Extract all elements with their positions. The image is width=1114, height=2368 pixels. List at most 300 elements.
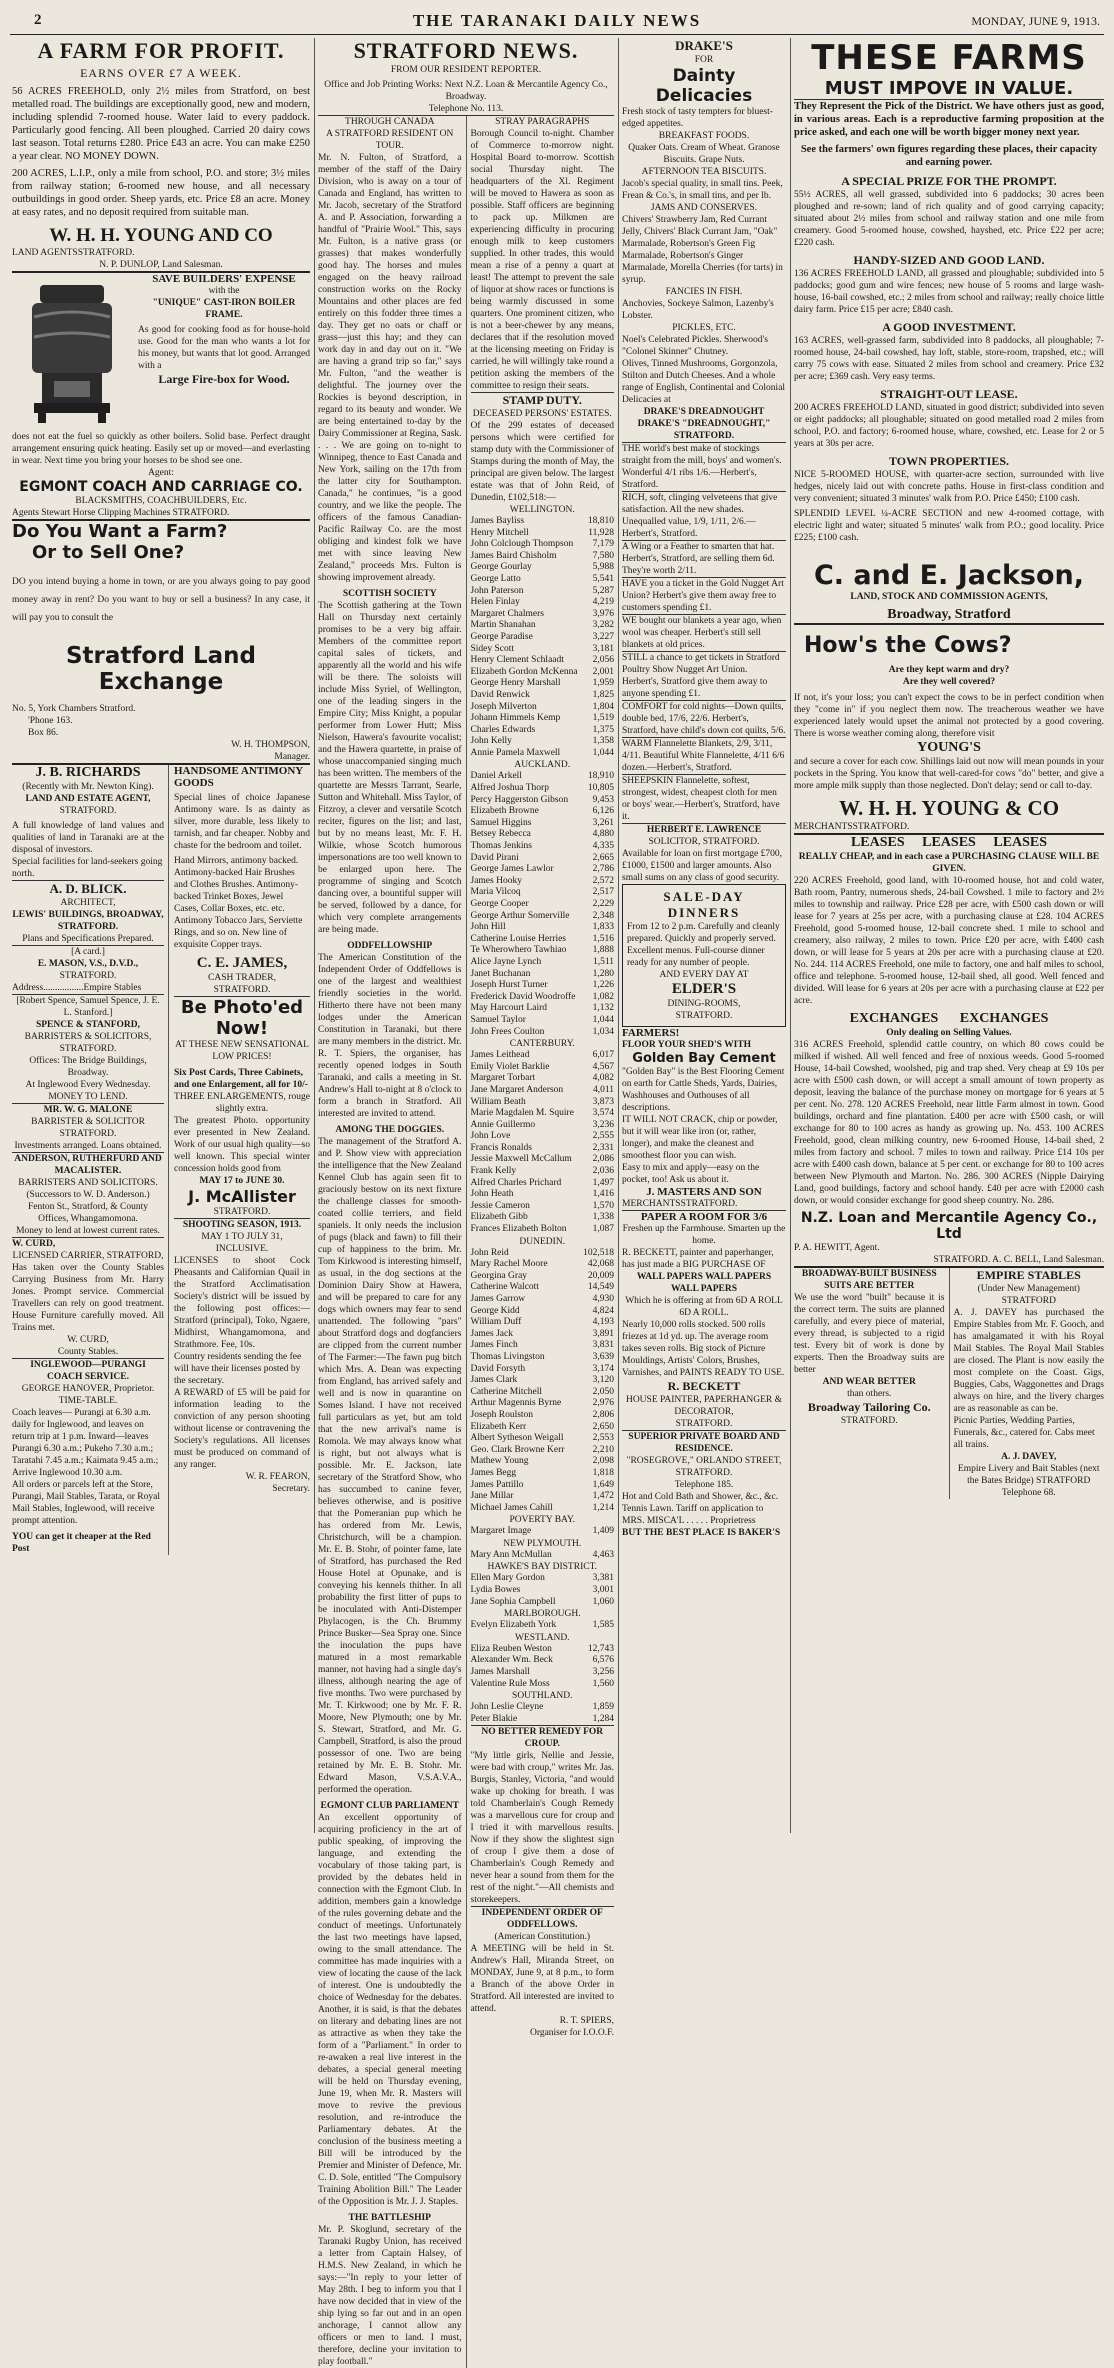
estate-row [471,911,615,923]
marl-head: MARLBOROUGH. [503,1609,581,1620]
estate-row [471,934,615,946]
drake-column [622,38,786,1833]
egmont-head2: with the [208,286,240,296]
egmont-head3: "UNIQUE" CAST-IRON BOILER FRAME. [152,298,296,320]
estate-value: 18,810 [587,516,614,526]
estate-value: 3,639 [592,1351,614,1362]
estate-name: James Garrow [470,1294,526,1304]
farm-profit-title: A FARM FOR PROFIT. [37,38,285,63]
stratford-news [318,38,614,2367]
leases-head: LEASES LEASES LEASES [850,835,1048,850]
estate-value: 2,572 [592,875,614,886]
hawkes-list [471,1573,615,1608]
estate-row [471,678,615,690]
estate-row [471,597,615,609]
estate-value: 2,806 [592,1409,614,1420]
beckett-town: STRATFORD. [675,1419,733,1429]
southland-list [471,1702,615,1725]
drake-body7: Olives, Tinned Mushrooms, Gorgonzola, Stilton and Dutch Cheeses. And a whole range of English, Continental and Colonial Delicacies at [622,359,786,405]
estate-row [471,1212,615,1224]
estate-value: 9,453 [592,794,614,805]
estate-name: David Pirani [470,852,519,863]
rose-tel: Telephone 185. [674,1480,734,1490]
spence-firm: SPENCE & STANFORD, [35,1020,141,1030]
suits-name: Broadway Tailoring Co. [807,1400,931,1414]
farm-profit-p2: 200 ACRES, L.I.P., only a mile from school, P.O. and store; 3½ miles from railway station; 6-roomed new house, and all necessary outbuildings in good order. Sheep yards, etc. Price £8 an acre. Money at easy rates, and no deposit required from suitable man. [12,168,310,218]
herbert-ad-4: HAVE you a ticket in the Gold Nugget Art Union? Herbert's give them away free to customers spending £1. [622,579,784,613]
estate-value: 2,056 [592,655,614,666]
photo-price: Six Post Cards, Three Cabinets, and one Enlargement, all for 10/- [174,1068,308,1090]
estate-value: 5,541 [592,573,614,584]
estate-name: Evelyn Elizabeth York [470,1620,557,1631]
estate-value: 3,873 [592,1096,614,1107]
estate-row [471,1282,615,1294]
estate-name: Percy Haggerston Gibson [470,794,569,805]
battleship-body: Mr. P. Skoglund, secretary of the Taranaki Rugby Union, has received a letter from Captain Halsey, of H.M.S. New Zealand, in which he says:—"In reply to your letter of May 28th. I beg to inform you that I have now decided that in view of the ship lying so far out and in an open anchorage, I cannot allow any officers or men to land. I must, therefore, decline your invitation to play football." [318,2225,462,2367]
jackson-town: Broadway, Stratford [887,607,1011,622]
richards-name: J. B. RICHARDS [35,765,141,780]
young-left: LAND AGENTS [12,248,78,258]
estate-value: 1,825 [592,689,614,700]
empire-sub: (Under New Management) STRATFORD [977,1284,1080,1306]
young-right: STRATFORD. [77,248,135,258]
estate-row [471,1550,615,1562]
elder-town: STRATFORD. [675,1011,733,1021]
malone-line: Investments arranged. Loans obtained. [14,1141,162,1151]
estate-name: Ellen Mary Gordon [470,1573,545,1584]
estate-row [471,1714,615,1726]
estate-name: George James Lawlor [470,864,554,875]
estate-row [471,795,615,807]
estate-row [471,922,615,934]
estate-row [471,748,615,760]
mason-town: STRATFORD. [59,971,117,981]
curd-sign2: County Stables. [57,1347,119,1357]
farm-question-2: Or to Sell One? [32,542,185,563]
suits-than: than others. [847,1389,892,1399]
young-name: W. H. H. YOUNG AND CO [49,225,273,246]
croup-head: NO BETTER REMEDY FOR CROUP. [481,1727,604,1750]
estate-row [471,806,615,818]
estate-row [471,887,615,899]
empire-sign2: Empire Livery and Bait Stables (next the Bates Bridge) STRATFORD [957,1464,1100,1486]
estate-name: Eliza Reuben Weston [470,1643,552,1654]
estate-row [471,1655,615,1667]
estate-value: 3,227 [592,631,614,642]
estate-row [471,574,615,586]
estate-row [471,620,615,632]
drake-body5: Anchovies, Sockeye Salmon, Lazenby's Lobster. [622,299,774,321]
estate-value: 4,567 [592,1061,614,1072]
estate-row [471,1644,615,1656]
estate-name: Catherine Louise Herries [470,933,566,944]
leases-sub: REALLY CHEAP, and in each case a PURCHASING CLAUSE WILL BE GIVEN. [798,852,1100,874]
estate-name: Elizabeth Kerr [470,1421,527,1432]
estate-row [471,1294,615,1306]
estate-row [471,1422,615,1434]
estate-row [471,1667,615,1679]
cows-body2: and secure a cover for each cow. Shillings laid out now will mean pounds in your pockets in the Spring. You know that well-cared-for cows "do" better, and give a more ample milk supply than those neglected. Don't delay; send or call to-day. [794,757,1104,791]
stratford-phone: Telephone No. 113. [428,104,504,114]
estate-name: Mathew Young [470,1456,529,1467]
estate-value: 1,034 [592,1026,614,1037]
anderson-addr: Fenton St., Stratford, & County Offices, Whangamomona. [27,1202,149,1224]
estate-row [471,1050,615,1062]
photo-head: Be Photo'ed Now! [180,997,304,1039]
estate-row [471,1131,615,1143]
estate-row [471,1364,615,1376]
estate-row [471,1597,615,1609]
estate-row [471,1201,615,1213]
estate-value: 3,261 [592,817,614,828]
estate-value: 1,516 [592,933,614,944]
estate-row [471,771,615,783]
mason-name: E. MASON, V.S., D.V.D., [37,959,139,969]
curd-body: Has taken over the County Stables Carrying Business from Mr. Harry Jones. Prompt service. Commercial Travellers can rely on good treatment. House Furniture carefully moved. All Trains met. [12,1263,164,1333]
drake-body2: Quaker Oats. Cream of Wheat. Granose Biscuits. Grape Nuts. [628,143,780,165]
marl-list [471,1620,615,1632]
estate-name: George Cooper [470,899,529,909]
estate-row [471,1143,615,1155]
odd-head: ODDFELLOWSHIP [347,941,433,951]
egmont-large: Large Fire-box for Wood. [158,372,290,386]
deceased-body: Of the 299 estates of deceased persons which were certified for stamp duty with the Commissioner of Stamps during the month of May, the principal are given below. The largest estate was that of John Reid, of Dunedin, £102,518:— [470,421,614,503]
estate-value: 6,576 [592,1655,614,1666]
estate-row [471,945,615,957]
golden-bay: Golden Bay Cement [632,1051,776,1066]
estate-row [471,1503,615,1515]
estate-name: Margaret Chalmers [470,608,544,619]
estate-name: Annie Guillermo [470,1119,536,1130]
estate-name: Alice Jayne Lynch [470,956,542,967]
estate-row [471,644,615,656]
town-body1: NICE 5-ROOMED HOUSE, with quarter-acre section, surrounded with live hedges, nicely laid out with concrete paths. House in first-class condition and very convenient; situated 3 minutes' walk from P.O. Price £450; £100 cash. [794,470,1104,504]
beckett-intro: R. BECKETT, painter and paperhanger, has just made a BIG PURCHASE OF [622,1248,774,1270]
drake-dainty: Dainty Delicacies [655,66,753,106]
canterbury-list [471,1050,615,1236]
egmont-agent: Agent: [148,468,174,478]
estate-row [471,899,615,911]
farms-see: See the farmers' own figures regarding these places, their capacity and earning power. [800,144,1098,168]
coach-title: INGLEWOOD—PURANGI COACH SERVICE. [30,1360,146,1382]
golden-body: "Golden Bay" is the Best Flooring Cement on earth for Cattle Sheds, Yards, Dairies, Washhouses and Outhouses of all descriptions. [622,1067,785,1113]
estate-row [471,516,615,528]
estate-name: Jane Sophia Campbell [470,1596,556,1607]
estate-name: Te Wherowhero Tawhiao [470,945,567,956]
estate-row [471,1120,615,1132]
estate-name: George Arthur Somerville [470,910,570,921]
estate-name: Catherine Mitchell [470,1386,542,1397]
straight-body: 200 ACRES FREEHOLD LAND, situated in good district; subdivided into seven or eight paddocks; all ploughable; situated on good metalled road 2 miles from school, P.O. and factory; 6-roomed house, whare, cowshed, etc. Lease for 2 or 5 years at 30s per acre. [794,403,1104,449]
estate-name: Geo. Clark Browne Kerr [470,1444,565,1455]
estate-row [471,1491,615,1503]
estate-name: William Duff [470,1317,522,1328]
wellington-list [471,516,615,759]
drake-jams: JAMS AND CONSERVES. [650,203,758,213]
estate-row [471,1062,615,1074]
estate-name: Sidey Scott [470,643,515,654]
estate-row [471,1387,615,1399]
farmers-head: FARMERS! [622,1027,680,1039]
anderson-money: Money to lend at lowest current rates. [16,1226,160,1236]
estate-row [471,725,615,737]
newply-list [471,1550,615,1562]
cows-body: If not, it's your loss; you can't expect the cows to be in perfect condition when they "come in" if you neglect them now. The treacherous weather we have experienced lately would upset the animal not protected by a good covering. There is worse weather coming along, therefore visit [794,693,1104,739]
estate-value: 4,219 [592,597,614,608]
estate-row [471,980,615,992]
estate-value: 7,580 [592,550,614,561]
estate-row [471,655,615,667]
hawkes-head: HAWKE'S BAY DISTRICT. [487,1562,598,1573]
estate-row [471,1317,615,1329]
ioof-sign2: Organiser for I.O.O.F. [529,2028,614,2039]
drake-body3: Jacob's special quality, in small tins. Peek, Frean & Co.'s, in small tins, and per lb. [622,179,783,201]
rose-head: SUPERIOR PRIVATE BOARD AND RESIDENCE. [628,1432,780,1454]
estate-value: 1,409 [592,1526,614,1537]
dunedin-head: DUNEDIN. [519,1236,566,1247]
estate-value: 2,786 [592,864,614,875]
estate-row [471,736,615,748]
estate-name: Catherine Walcott [470,1282,539,1293]
curd-name: W. CURD, [12,1239,56,1249]
paper-head: PAPER A ROOM FOR 3/6 [640,1211,768,1223]
estate-value: 1,959 [592,678,614,689]
farms-head2: MUST IMPOVE IN VALUE. [824,78,1074,99]
estate-name: Frances Elizabeth Bolton [470,1224,567,1235]
prize-body: 55½ ACRES, all well grassed, subdivided into 6 paddocks; 30 acres been ploughed and re-sown; land of rich quality and of good carrying capacity; situated about 2½ miles from school and railway station and one mile from creamery. Good 5-roomed house, cowshed, hayshed, etc. Price £22 per acre; £220 cash. [794,190,1104,248]
deceased-head: DECEASED PERSONS' ESTATES. [472,409,612,419]
estate-row [471,690,615,702]
farm-question-1: Do You Want a Farm? [12,521,228,542]
estate-value: 2,050 [592,1386,614,1397]
estate-row [471,1085,615,1097]
estate-value: 4,824 [592,1305,614,1316]
estate-row [471,1027,615,1039]
estate-row [471,1108,615,1120]
james-town: STRATFORD. [213,985,271,995]
estate-value: 42,068 [587,1259,614,1270]
estate-value: 2,210 [592,1444,614,1455]
suits-wear: AND WEAR BETTER [822,1377,916,1387]
leases-body: 220 ACRES Freehold, good land, with 10-roomed house, hot and cold water, Bath room, Pantry, numerous sheds, 24-bail Cowshed. 1 mile to factory and 2½ miles to township and railway. Price £28 per acre, with £500 cash down or will lease for 7 years at 25s per acre, with a purchasing clause at £28. 104 ACRES Freehold, good 5-roomed house, 12-bail concrete shed. 1 mile to school and creamery, also railway, 2 miles to town. Price £20 per acre, with £400 cash down, or will lease for 5 years at 20s per acre with a purchasing clause at £20. No. 244. 114 ACRES Freehold, one mile to factory, one and half miles to school, office and telephone. 5-roomed house, 12-bail shed, all good. Well fenced and divided. Will lease for 6 years at 20s per acre with a purchasing clause at £22 per acre. [794,876,1104,1006]
estate-name: Maria Vilcoq [470,887,521,898]
estate-value: 1,375 [592,724,614,735]
estate-name: Frederick David Woodroffe [470,991,576,1002]
blick-role: ARCHITECT, [60,898,116,908]
empire-pic: Picnic Parties, Wedding Parties, Funerals, &c., catered for. Cabs meet all trains. [953,1416,1095,1450]
estate-row [471,1445,615,1457]
estate-name: James Begg [470,1467,517,1478]
estate-value: 1,087 [592,1224,614,1235]
estate-row [471,1248,615,1260]
exchange-manager: W. H. THOMPSON, [231,740,310,750]
estate-value: 1,519 [592,713,614,724]
young2-right: STRATFORD. [852,822,910,832]
canada-head: THROUGH CANADA [345,117,435,127]
estate-name: Helen Finlay [470,597,520,608]
estate-row [471,957,615,969]
antimony-head: HANDSOME ANTIMONY GOODS [174,765,303,789]
golden-body3: Easy to mix and apply—easy on the pocket, too! Ask us about it. [622,1163,760,1185]
herbert-ad-3: A Wing or a Feather to smarten that hat. Herbert's, Stratford, are selling them 6d. They're worth 2/11. [622,542,775,576]
exchange-addr3: Box 86. [28,728,59,738]
masters-name: J. MASTERS AND SON [646,1186,762,1198]
poverty-head: POVERTY BAY. [509,1515,576,1526]
column-1 [12,38,310,1833]
estate-row [471,853,615,865]
james-name: C. E. JAMES, [196,955,288,971]
egmont-club-head: EGMONT CLUB PARLIAMENT [320,1801,459,1811]
youngs: YOUNG'S [917,740,981,755]
estate-name: James Pattillo [470,1479,524,1490]
estate-row [471,1224,615,1236]
drake-fish: FANCIES IN FISH. [665,287,743,297]
herbert-ad-2: RICH, soft, clinging velveteens that give satisfaction. All the new shades. Unequalled value, 1/9, 1/11, 2/6.—Herbert's, Stratford. [622,493,778,539]
estate-value: 10,805 [587,783,614,794]
estate-row [471,783,615,795]
estate-value: 2,098 [592,1456,614,1467]
handy-body: 136 ACRES FREEHOLD LAND, all grassed and ploughable; subdivided into 5 paddocks; good gum and wire fences; new house of 5 rooms and large wash-house, 16-bail cowshed, etc.; 2 miles from school and railway; really choice little dairy farm. Price £15 per acre; £840 cash. [794,269,1104,315]
estate-value: 1,570 [592,1200,614,1211]
estate-name: Samuel Higgins [470,817,532,828]
ioof-sub: (American Constitution.) [494,1932,590,1943]
estate-value: 4,193 [592,1317,614,1328]
canada-sub: A STRATFORD RESIDENT ON TOUR. [326,129,454,151]
estate-name: Elizabeth Gibb [470,1212,528,1223]
estate-name: Janet Buchanan [470,968,531,979]
antimony-items: Hand Mirrors, antimony backed. Antimony-backed Hair Brushes and Clothes Brushes. Antimony-backed Trinket Boxes, Jewel Cases, Collar Boxes, etc. etc. Antimony Tobacco Jars, Serviette Rings, and so on. New line of exquisite Copper trays. [174,856,303,950]
estate-value: 3,181 [592,643,614,654]
rose-prop: MRS. MISCA'L . . . . . Proprietress [622,1516,756,1526]
coach-foot: All orders or parcels left at the Store, Purangi, Mail Stables, Tarata, or Royal Mail Stables, Inglewood, will receive prompt attention. [12,1480,160,1526]
egmont-trade: BLACKSMITHS, COACHBUILDERS, Etc. [75,496,247,506]
herbert-ad-8: WARM Flannelette Blankets, 2/9, 3/11, 4/11. Beautiful White Flannelette, 4/11 6/6 dozen.—Herbert's, Stratford. [622,739,785,773]
estate-value: 1,358 [592,736,614,747]
estate-name: Johann Himmels Kemp [470,713,561,724]
estate-row [471,969,615,981]
exchanges-head: EXCHANGES EXCHANGES [849,1011,1049,1026]
estate-value: 3,256 [592,1667,614,1678]
estate-row [471,1456,615,1468]
richards-special: Special facilities for land-seekers going north. [12,857,163,879]
westland-list [471,1644,615,1690]
estate-name: David Forsyth [470,1363,526,1374]
spence-money: MONEY TO LEND. [48,1092,128,1102]
estate-name: Joseph Roulston [470,1409,534,1420]
estate-value: 2,229 [592,899,614,909]
estate-row [471,1306,615,1318]
estate-row [471,1410,615,1422]
estate-name: Emily Violet Barklie [470,1061,550,1072]
stratford-subtitle: FROM OUR RESIDENT REPORTER. [390,65,542,75]
estate-row [471,1585,615,1597]
estate-row [471,1620,615,1632]
shoot-sign2: Secretary. [272,1484,310,1494]
estate-value: 12,743 [587,1643,614,1654]
elder-name: ELDER'S [671,981,737,997]
estate-name: James Finch [470,1340,518,1351]
estate-row [471,1480,615,1492]
estate-row [471,829,615,841]
estate-row [471,818,615,830]
blick-name: A. D. BLICK. [49,881,127,896]
estate-row [471,551,615,563]
estate-value: 1,859 [592,1702,614,1713]
estate-name: Margaret Torbart [470,1073,536,1084]
estate-name: Mary Ann McMullan [470,1549,552,1560]
page-number: 2 [34,12,42,28]
rose-name: "ROSEGROVE," ORLANDO STREET, STRATFORD. [626,1456,782,1478]
curd-sign: W. CURD, [67,1335,109,1345]
coach-body: Coach leaves— Purangi at 6.30 a.m. daily for Inglewood, and leaves on return trip at 1 p.m. Inward—leaves Purangi 6.30 a.m.; Pukeho 7.30 a.m.; Taratahi 7.45 a.m.; Kaimata 9.45 a.m.; Arrive Inglewood 10.30 a.m. [12,1408,159,1478]
cows-head: How's the Cows? [804,633,1012,658]
drake-tea: AFTERNOON TEA BISCUITS. [641,167,767,177]
prize-head: A SPECIAL PRIZE FOR THE PROMPT. [841,174,1057,188]
estate-value: 1,060 [592,1596,614,1607]
suits-town: STRATFORD. [840,1416,898,1426]
estate-value: 2,036 [592,1166,614,1177]
young-salesman: N. P. DUNLOP, Land Salesman. [99,260,223,270]
estate-row [471,1398,615,1410]
estate-value: 4,880 [592,829,614,840]
jackson-name: C. and E. Jackson, [813,560,1085,591]
estate-name: Elizabeth Browne [470,806,539,817]
photo-sub: AT THESE NEW SENSATIONAL LOW PRICES! [175,1040,309,1062]
estate-name: Joseph Milverton [470,701,537,712]
cows-q1: Are they kept warm and dry? [888,665,1010,675]
estate-name: Jane Margaret Anderson [470,1084,564,1095]
estate-value: 1,497 [592,1177,614,1188]
estate-name: John Paterson [470,585,524,596]
estate-row [471,1433,615,1445]
stamp-head: STAMP DUTY. [502,393,582,407]
antimony-body: Special lines of choice Japanese Antimony ware. Is as dainty as silver, more durable, less likely to tarnish, and far cheaper. Nobby and chaste for the bedroom and toilet. [174,793,310,851]
estate-value: 1,472 [592,1491,614,1502]
issue-date: MONDAY, JUNE 9, 1913. [971,14,1100,28]
estate-name: George Kidd [470,1305,520,1316]
estate-name: Jessie Cameron [470,1200,530,1211]
bakers-foot: BUT THE BEST PLACE IS BAKER'S [622,1528,781,1538]
spence-names: [Robert Spence, Samuel Spence, J. E. L. Stanford.] [16,996,160,1018]
estate-value: 1,416 [592,1189,614,1200]
drake-body1: Fresh stock of tasty tempters for bluest-edged appetites. [622,107,773,129]
mcallister-town: STRATFORD. [213,1207,271,1217]
estate-value: 102,518 [583,1247,614,1258]
estate-name: Arthur Magennis Byrne [470,1398,562,1409]
nz-loan: N.Z. Loan and Mercantile Agency Co., Ltd [800,1210,1098,1242]
shoot-body2: Country residents sending the fee will have their licenses posted by the secretary. [174,1352,302,1386]
estate-value: 4,335 [592,841,614,852]
estate-value: 6,126 [592,806,614,817]
photo-enlargements: THREE ENLARGEMENTS, rouge slightly extra. [174,1092,310,1114]
estate-row [471,1526,615,1538]
estate-value: 1,511 [592,956,614,967]
estate-row [471,864,615,876]
estate-row [471,1702,615,1714]
egmont-body: As good for cooking food as for house-hold use. Good for the man who wants a lot for his money, but wants that lot good. Arranged with a [138,325,310,371]
farm-profit-p1: 56 ACRES FREEHOLD, only 2½ miles from Stratford, on best metalled road. The buildings are exceptionally good, new and modern, including splendid 7-roomed house. Water laid to every paddock. Particularly good fencing. All been ploughed. Carried 20 dairy cows last season. Total returns £280. Price £43 an acre. You can make £250 a year clear. NO MONEY DOWN. [12,86,310,162]
estate-row [471,713,615,725]
estate-row [471,992,615,1004]
estate-value: 3,976 [592,608,614,619]
richards-sub: (Recently with Mr. Newton King). [22,782,154,792]
jackson-role: LAND, STOCK AND COMMISSION AGENTS, [850,592,1048,602]
estate-row [471,841,615,853]
estate-name: Michael James Cahill [470,1502,553,1513]
egmont-foot: Agents Stewart Horse Clipping Machines STRATFORD. [12,508,230,518]
right-column [794,38,1104,1833]
scot-head: SCOTTISH SOCIETY [342,589,437,599]
